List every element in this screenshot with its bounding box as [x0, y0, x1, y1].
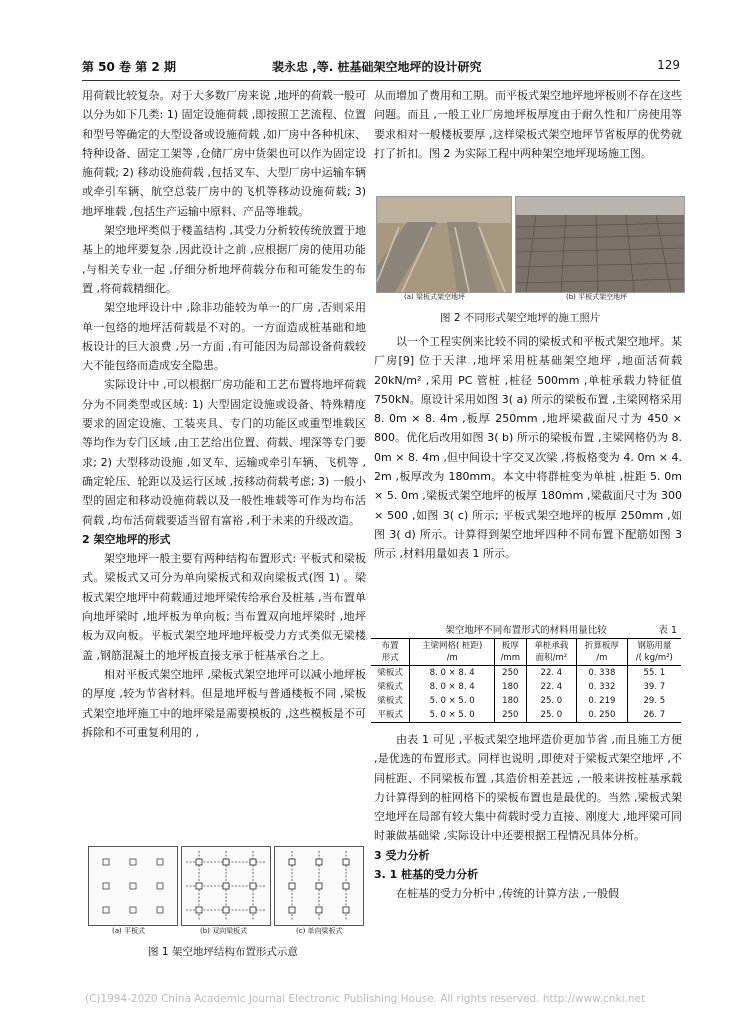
column-header: 布置 形式	[371, 639, 410, 666]
figure-1-caption: 图 1 架空地坪结构布置形式示意	[148, 946, 298, 958]
running-header	[82, 58, 680, 76]
table-1	[371, 622, 681, 723]
right-column-bottom	[374, 730, 682, 904]
paragraph: 实际设计中 ,可以根据厂房功能和工艺布置将地坪荷载分为不同类型或区域: 1) 大型固定设施或设备、特殊精度要求的固定设施、工装夹具、专门的功能区或重型堆载区等均作为专门区域 ,由工艺给出位置、荷载、埋深等专门要求; 2) 大型移动设施 ,如叉车、运输或牵引车辆、飞机等 ,确定轮压、轮距以及运行区域 ,按移动荷载考虑; 3) 一般小型的固定和移动设施荷载以及一般性堆载等可作为均布活荷载 ,均布活荷载要适当留有富裕 ,利于未来的升级改造。	[82, 378, 366, 527]
running-title: 裴永忠 ,等. 桩基础架空地坪的设计研究	[272, 60, 482, 74]
paragraph: 由表 1 可见 ,平板式架空地坪造价更加节省 ,而且施工方便 ,是优选的布置形式。同样也说明 ,即使对于梁板式架空地坪 ,不同桩距、不同梁板布置 ,其造价相差甚远 ,一般来讲按桩基承载力计算得到的桩网格下的梁板布置也是最优的。当然 ,梁板式架空地坪在局部有较大集中荷载时受力直接、刚度大 ,地坪梁可同时兼做基础梁 ,实际设计中还要根据工程情况具体分析。	[374, 733, 682, 843]
panel-label: (a) 平板式	[112, 927, 145, 935]
journal-volume: 第 50 卷 第 2 期	[82, 60, 176, 74]
right-column-top	[374, 86, 682, 163]
beam-slab-photo	[376, 196, 512, 293]
table-number: 表 1	[658, 625, 677, 636]
column-header: 主梁网格( 桩距) /m	[410, 639, 495, 666]
copyright-footer: (C)1994-2020 China Academic Journal Electronic Publishing House. All rights reserved. http://www.cnki.net	[84, 993, 646, 1005]
paragraph: 相对平板式架空地坪 ,梁板式架空地坪可以减小地坪板的厚度 ,较为节省材料。但是地坪板与普通楼板不同 ,梁板式架空地坪施工中的地坪梁是需要模板的 ,这些模板是不可拆除和不可重复利用的 ,	[82, 667, 366, 739]
two-way-beam-diagram	[181, 846, 271, 926]
paragraph: 在桩基的受力分析中 ,传统的计算方法 ,一般假	[396, 887, 619, 901]
table-row: 梁板式 8. 0 × 8. 4 250 22. 4 0. 338 55. 1	[371, 666, 681, 681]
table-row: 梁板式 5. 0 × 5. 0 180 25. 0 0. 219 29. 5	[371, 694, 681, 708]
figure-2-caption: 图 2 不同形式架空地坪的施工照片	[440, 312, 601, 324]
column-header: 单桩承载 面积/m²	[526, 639, 577, 666]
section-heading: 3 受力分析	[374, 848, 430, 862]
flat-slab-photo	[515, 196, 685, 293]
paragraph: 用荷载比较复杂。对于大多数厂房来说 ,地坪的荷载一般可以分为如下几类: 1) 固定设施荷载 ,即按照工艺流程、位置和型号等确定的大型设备或设施荷载 ,如厂房中各种机床、特种设备、固定工架等 ,仓储厂房中货架也可以作为固定设施荷载; 2) 移动设施荷载 ,包括叉车、大型厂房中运输车辆或牵引车辆、航空总装厂房中的飞机等移动设施荷载; 3) 地坪堆载 ,包括生产运输中原料、产品等堆载。	[82, 89, 366, 218]
subsection-heading: 3. 1 桩基的受力分析	[374, 868, 479, 882]
left-column	[82, 86, 366, 742]
column-header: 板厚 /mm	[494, 639, 526, 666]
panel-label: (c) 单向梁板式	[296, 927, 343, 935]
table-row: 平板式 5. 0 × 5. 0 250 25. 0 0. 250 26. 7	[371, 708, 681, 723]
panel-label: (b) 双向梁板式	[200, 927, 248, 935]
paragraph: 架空地坪设计中 ,除非功能较为单一的厂房 ,否则采用单一包络的地坪活荷载是不对的。一方面造成桩基础和地板设计的巨大浪费 ,另一方面 ,有可能因为局部设备荷载较大不能包络而造成安全隐患。	[82, 301, 366, 373]
page-number: 129	[657, 58, 680, 72]
column-header: 折算板厚 /m	[577, 639, 628, 666]
column-header: 钢筋用量 /( kg/m²)	[627, 639, 681, 666]
right-column-mid	[374, 332, 682, 564]
panel-label: (b) 平板式架空地坪	[566, 293, 628, 301]
header-rule	[82, 80, 680, 81]
figure-1	[82, 846, 366, 938]
paragraph: 从而增加了费用和工期。而平板式架空地坪地坪板则不存在这些问题。而且 ,一般工业厂房地坪板厚度由于耐久性和厂房使用等要求相对一般楼板要厚 ,这样梁板式架空地坪节省板厚的优势就打了折扣。图 2 为实际工程中两种架空地坪现场施工图。	[374, 89, 682, 160]
table-row: 梁板式 8. 0 × 8. 4 180 22. 4 0. 332 39. 7	[371, 680, 681, 694]
panel-label: (a) 梁板式架空地坪	[404, 293, 465, 301]
paragraph: 架空地坪一般主要有两种结构布置形式: 平板式和梁板式。梁板式又可分为单向梁板式和双向梁板式(图 1) 。梁板式架空地坪中荷载通过地坪梁传给承台及桩基 ,当布置单向地坪梁时 ,地坪板为单向板; 当布置双向地坪梁时 ,地坪板为双向板。平板式架空地坪地坪板受力方式类似无梁楼盖 ,钢筋混凝土的地坪板直接支承于桩基承台之上。	[82, 552, 366, 662]
section-heading: 2 架空地坪的形式	[82, 532, 171, 546]
material-table	[371, 638, 681, 723]
paragraph: 架空地坪类似于楼盖结构 ,其受力分析较传统放置于地基上的地坪要复杂 ,因此设计之前 ,应根据厂房的使用功能 ,与相关专业一起 ,仔细分析地坪荷载分布和可能发生的布置 ,将荷载精细化。	[82, 224, 366, 295]
one-way-beam-diagram	[274, 846, 364, 926]
paragraph: 以一个工程实例来比较不同的梁板式和平板式架空地坪。某厂房[9] 位于天津 ,地坪采用桩基础架空地坪 ,地面活荷载 20kN/m² ,采用 PC 管桩 ,桩径 500mm ,单桩承载力特征值 750kN。原设计采用如图 3( a) 所示的梁板布置 ,主梁网格采用 8. 0m × 8. 4m ,板厚 250mm ,地坪梁截面尺寸为 450 × 800。优化后改用如图 3( b) 所示的梁板布置 ,主梁网格仍为 8. 0m × 8. 4m ,但中间设十字交叉次梁 ,将板格变为 4. 0m × 4. 2m ,板厚改为 180mm。本文中将群桩变为单桩 ,桩距 5. 0m × 5. 0m ,梁板式架空地坪的板厚 180mm ,梁截面尺寸为 300 × 500 ,如图 3( c) 所示; 平板式架空地坪的板厚 250mm ,如图 3( d) 所示。计算得到架空地坪四种不同布置下配筋如图 3 所示 ,材料用量如表 1 所示。	[374, 335, 682, 561]
table-title: 架空地坪不同布置形式的材料用量比较	[445, 625, 607, 636]
flat-slab-diagram	[88, 846, 178, 926]
